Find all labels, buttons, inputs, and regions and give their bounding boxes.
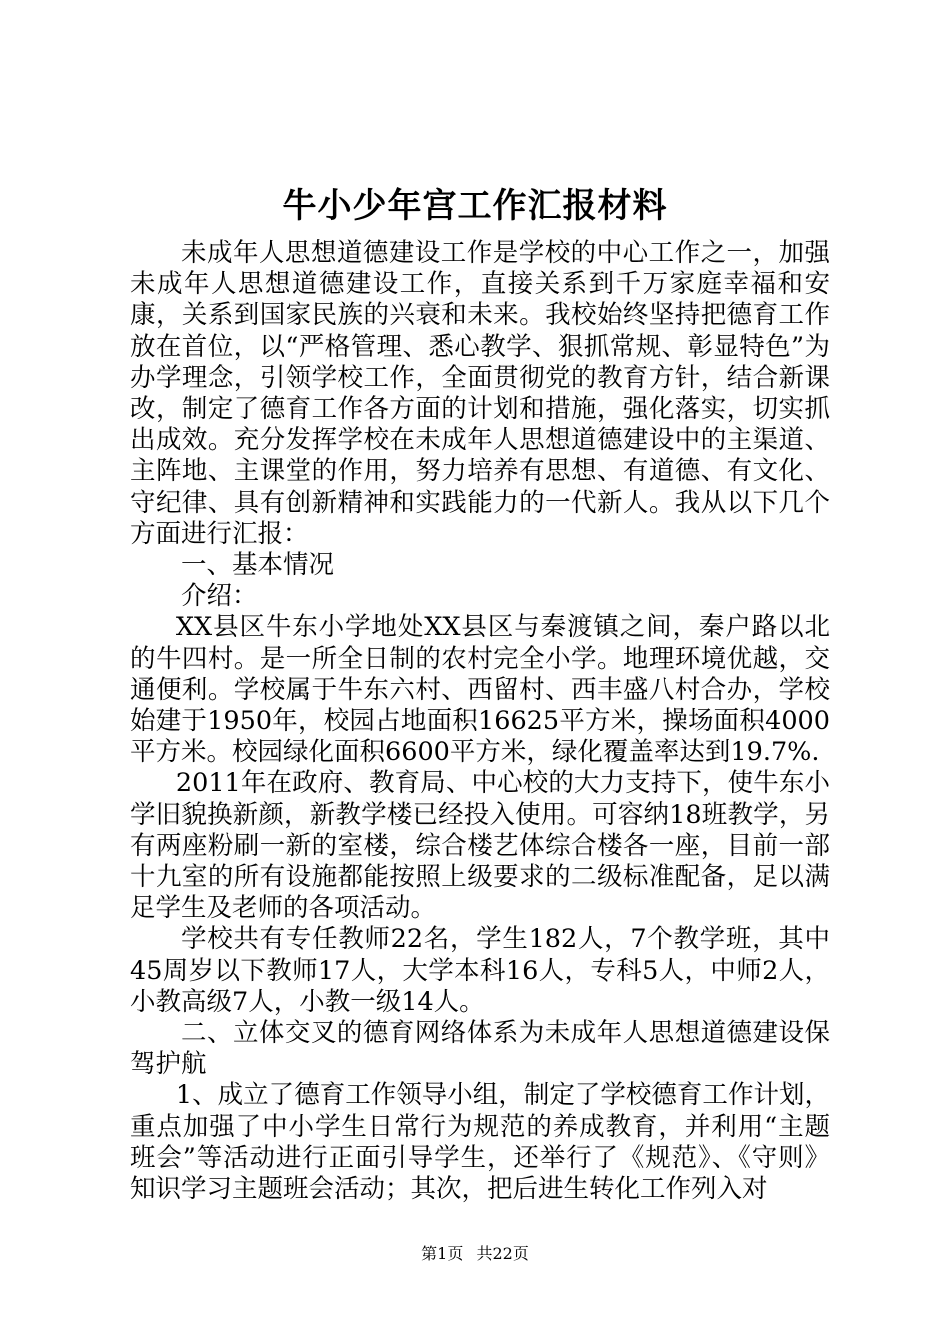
subheading-intro: 介绍： [181,581,258,612]
document-body [130,238,830,1205]
paragraph-2011: 2011年在政府、教育局、中心校的大力支持下，使牛东小学旧貌换新颜，新教学楼已经投入使用。可容纳18班教学，另有两座粉刷一新的室楼，综合楼艺体综合楼各一座，目前一部十九室的所有设施都能按照上级要求的二级标准配备，足以满足学生及老师的各项活动。 [130,768,830,924]
page-number: 第1页 [421,1244,464,1263]
paragraph-teachers: 学校共有专任教师22名，学生182人，7个教学班，其中45周岁以下教师17人，大学本科16人，专科5人，中师2人，小教高级7人，小教一级14人。 [130,924,830,1017]
section-heading-basic: 一、基本情况 [181,550,335,581]
paragraph-school-location: XX县区牛东小学地处XX县区与秦渡镇之间，秦户路以北的牛四村。是一所全日制的农村完全小学。地理环境优越，交通便利。学校属于牛东六村、西留村、西丰盛八村合办，学校始建于1950年，校园占地面积16625平方米，操场面积4000平方米。校园绿化面积6600平方米，绿化覆盖率达到19.7%. [130,612,830,768]
document-title: 牛小少年宫工作汇报材料 [282,186,668,226]
paragraph-intro: 未成年人思想道德建设工作是学校的中心工作之一，加强未成年人思想道德建设工作，直接关系到千万家庭幸福和安康，关系到国家民族的兴衰和未来。我校始终坚持把德育工作放在首位，以“严格管理、悉心教学、狠抓常规、彰显特色”为办学理念，引领学校工作，全面贯彻党的教育方针，结合新课改，制定了德育工作各方面的计划和措施，强化落实，切实抓出成效。充分发挥学校在未成年人思想道德建设中的主渠道、主阵地、主课堂的作用，努力培养有思想、有道德、有文化、守纪律、具有创新精神和实践能力的一代新人。我从以下几个方面进行汇报： [130,238,830,549]
section-heading-network: 二、立体交叉的德育网络体系为未成年人思想道德建设保驾护航 [130,1018,830,1080]
paragraph-item-1: 1、成立了德育工作领导小组，制定了学校德育工作计划，重点加强了中小学生日常行为规范的养成教育，并利用“主题班会”等活动进行正面引导学生，还举行了《规范》、《守则》知识学习主题班会活动；其次，把后进生转化工作列入对 [130,1080,830,1205]
page-footer [0,1244,950,1264]
page-total: 共22页 [476,1244,529,1263]
